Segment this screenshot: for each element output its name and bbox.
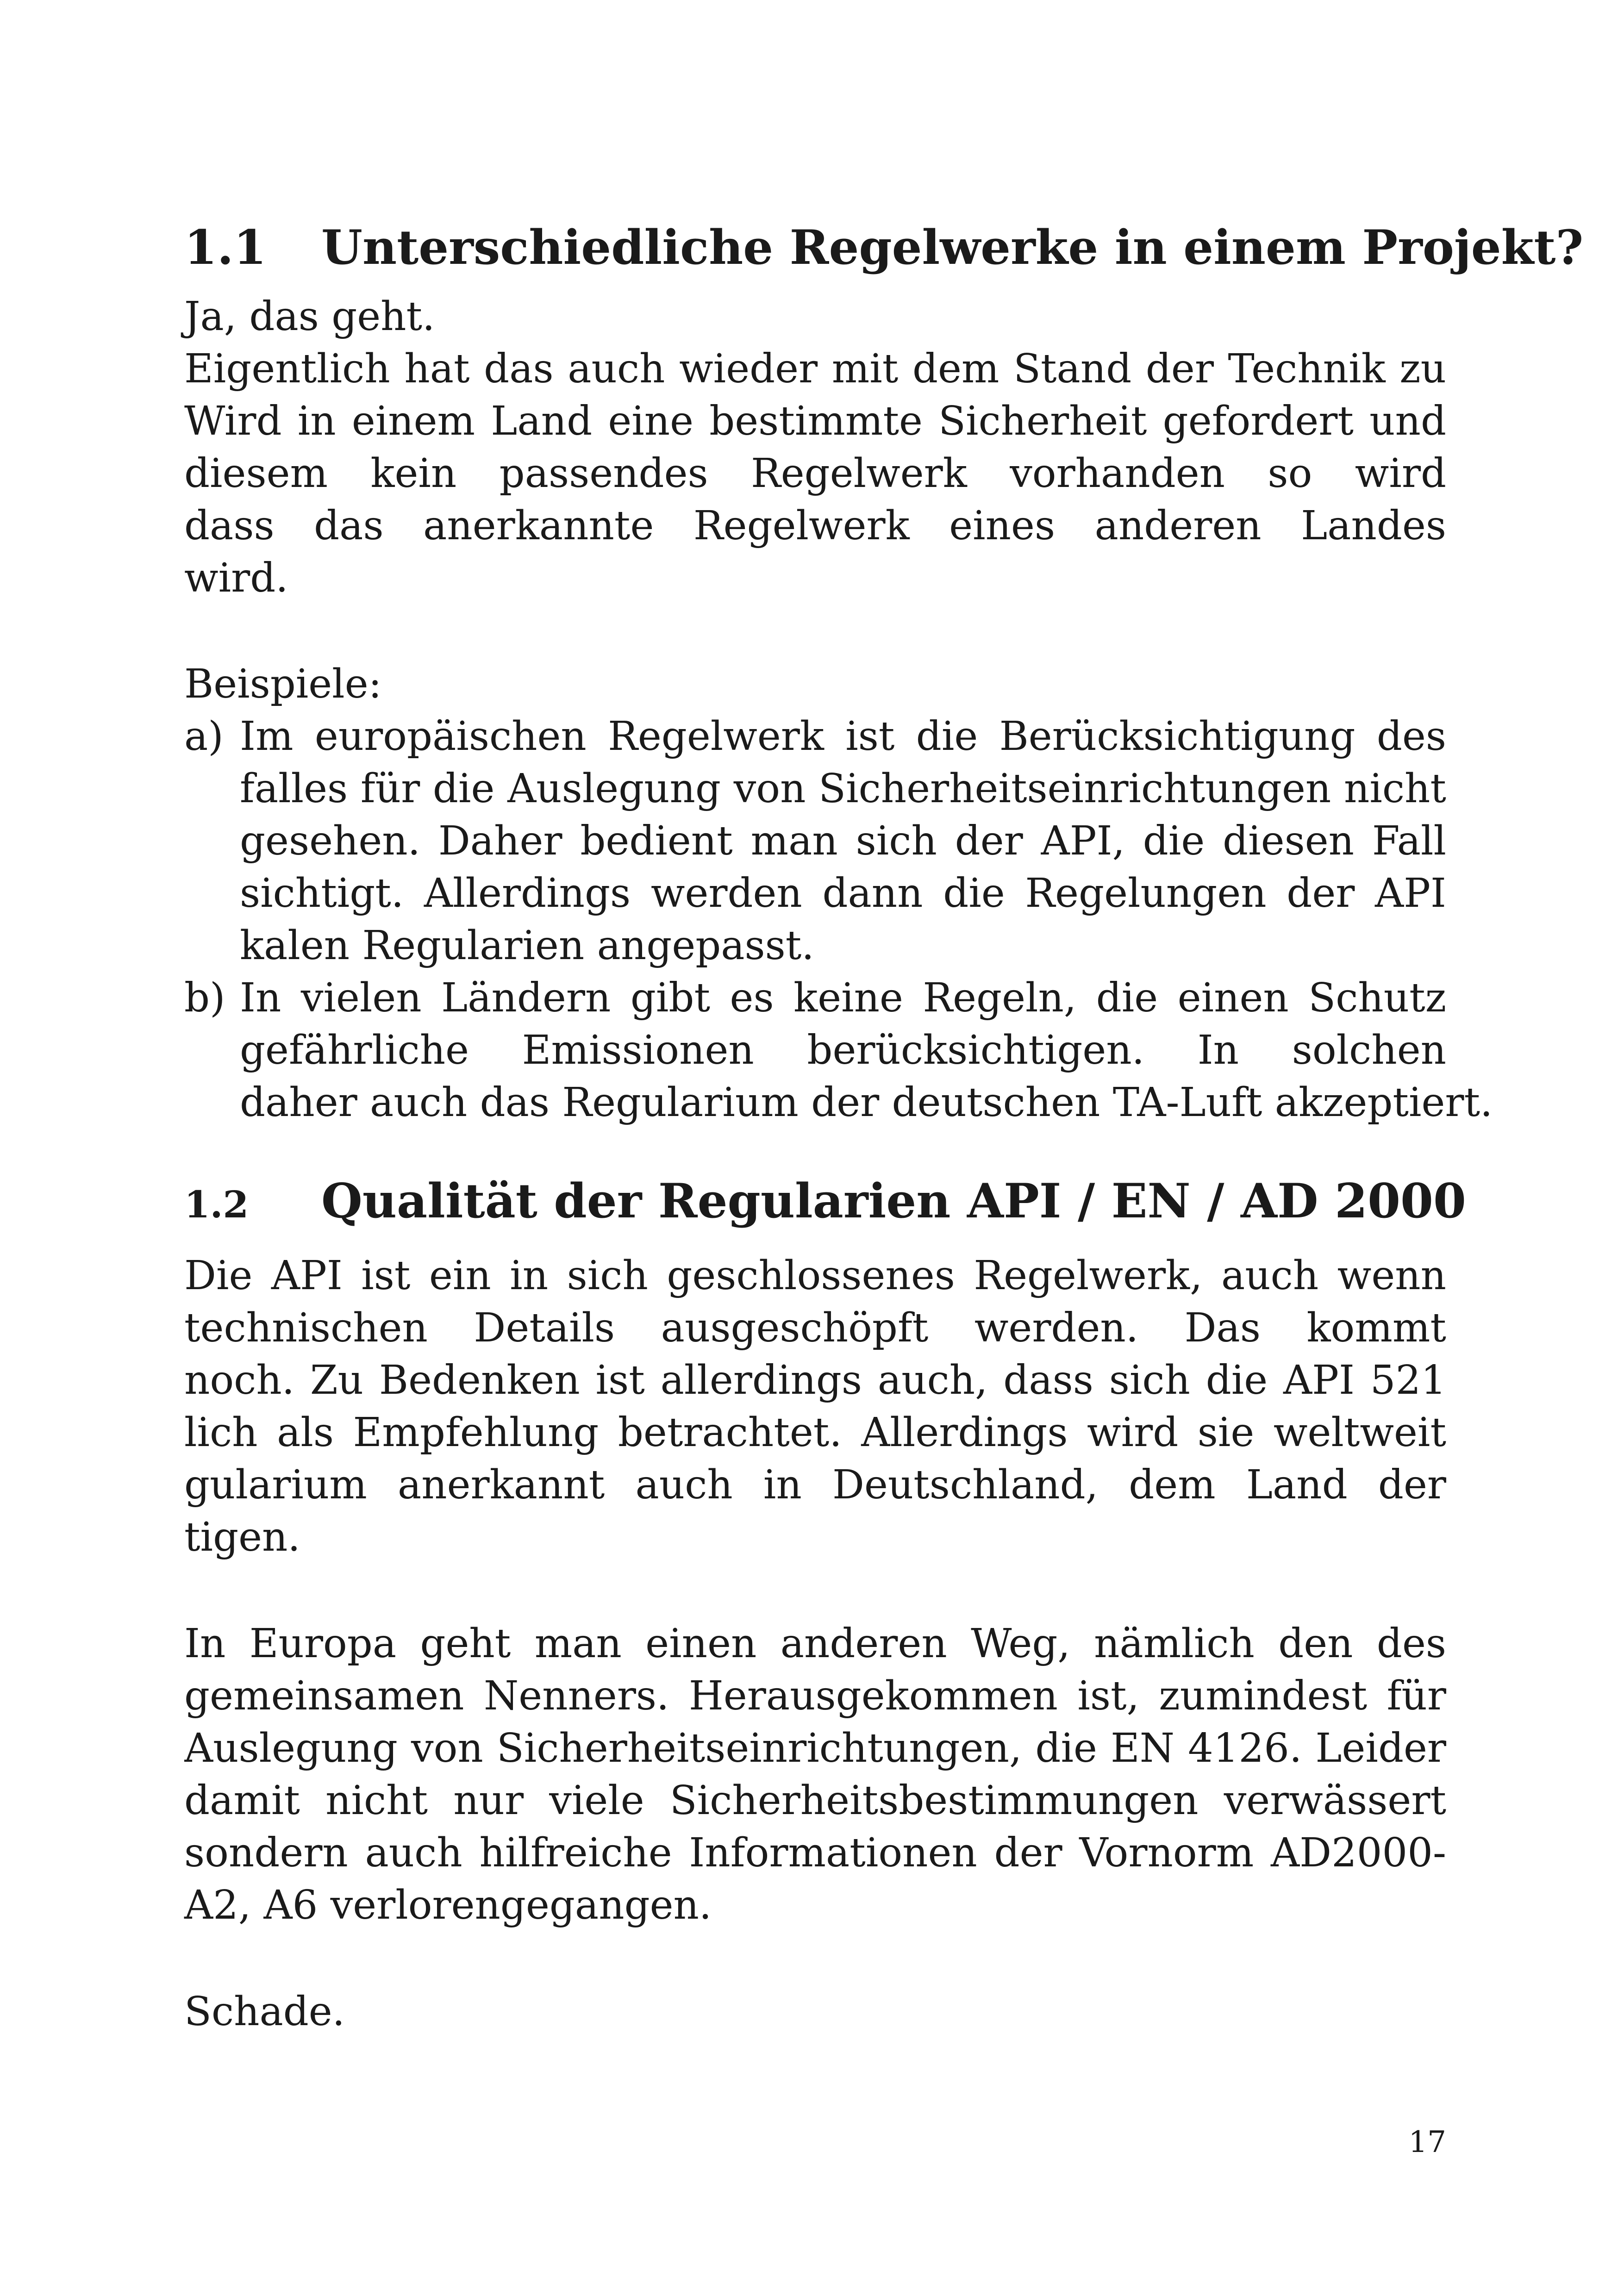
intro-line: Ja, das geht. <box>184 293 435 340</box>
section-1-2-paragraph-1 <box>184 1250 1446 1564</box>
page-number: 17 <box>1408 2125 1446 2159</box>
paragraph-line: gemeinsamen Nenners. Herausgekommen ist, zumindest für <box>184 1673 1446 1719</box>
list-line: falles für die Auslegung von Sicherheitseinrichtungen nicht <box>240 766 1446 812</box>
closing-block <box>184 1986 1446 2038</box>
paragraph-line: dass das anerkannte Regelwerk eines anderen Landes <box>184 503 1446 549</box>
examples-label: Beispiele: <box>184 661 382 707</box>
list-line: daher auch das Regularium der deutschen TA-Luft akzeptiert. <box>240 1079 1493 1126</box>
section-number: 1.1 <box>184 220 267 275</box>
list-item <box>184 711 1446 972</box>
list-marker: b) <box>184 975 225 1021</box>
paragraph-line: diesem kein passendes Regelwerk vorhanden so wird <box>184 450 1446 497</box>
list-line: In vielen Ländern gibt es keine Regeln, die einen Schutz <box>240 975 1446 1021</box>
closing-text: Schade. <box>184 1989 345 2035</box>
paragraph-line: tigen. <box>184 1514 300 1560</box>
paragraph-line: sondern auch hilfreiche Informationen der Vornorm AD2000- <box>184 1830 1446 1876</box>
section-1-2-paragraph-2 <box>184 1618 1446 1932</box>
examples-list <box>184 711 1493 1129</box>
section-heading-1-1 <box>184 218 1584 278</box>
list-line: gesehen. Daher bedient man sich der API, die diesen Fall <box>240 818 1446 864</box>
section-heading-1-2 <box>184 1171 1480 1235</box>
paragraph-line: technischen Details ausgeschöpft werden. Das kommt <box>184 1305 1446 1351</box>
section-1-1-body <box>184 291 1446 605</box>
section-title: Unterschiedliche Regelwerke in einem Projekt? <box>321 220 1584 275</box>
list-line: gefährliche Emissionen berücksichtigen. In solchen <box>240 1027 1446 1073</box>
paragraph-line: wird. <box>184 555 288 601</box>
list-line: kalen Regularien angepasst. <box>240 923 814 969</box>
paragraph-line: Die API ist ein in sich geschlossenes Regelwerk, auch wenn <box>184 1253 1446 1299</box>
paragraph-line: In Europa geht man einen anderen Weg, nämlich den des <box>184 1621 1446 1667</box>
paragraph-line: damit nicht nur viele Sicherheitsbestimmungen verwässert <box>184 1777 1446 1824</box>
list-item <box>184 972 1493 1129</box>
list-marker: a) <box>184 713 224 760</box>
list-line: Im europäischen Regelwerk ist die Berücksichtigung des <box>240 713 1446 760</box>
examples-label-block <box>184 658 1446 711</box>
paragraph-line: Eigentlich hat das auch wieder mit dem Stand der Technik zu <box>184 346 1446 392</box>
paragraph-line: Auslegung von Sicherheitseinrichtungen, die EN 4126. Leider <box>184 1725 1446 1771</box>
paragraph-line: noch. Zu Bedenken ist allerdings auch, dass sich die API 521 <box>184 1357 1446 1403</box>
paragraph-line: Wird in einem Land eine bestimmte Sicherheit gefordert und <box>184 398 1446 444</box>
paragraph-line: gularium anerkannt auch in Deutschland, dem Land der <box>184 1462 1446 1508</box>
section-number: 1.2 <box>184 1183 249 1226</box>
list-line: sichtigt. Allerdings werden dann die Regelungen der API <box>240 870 1446 917</box>
paragraph-line: A2, A6 verlorengegangen. <box>184 1882 712 1928</box>
section-title: Qualität der Regularien API / EN / AD 2000 <box>321 1173 1467 1229</box>
paragraph-line: lich als Empfehlung betrachtet. Allerdings wird sie weltweit <box>184 1409 1446 1456</box>
